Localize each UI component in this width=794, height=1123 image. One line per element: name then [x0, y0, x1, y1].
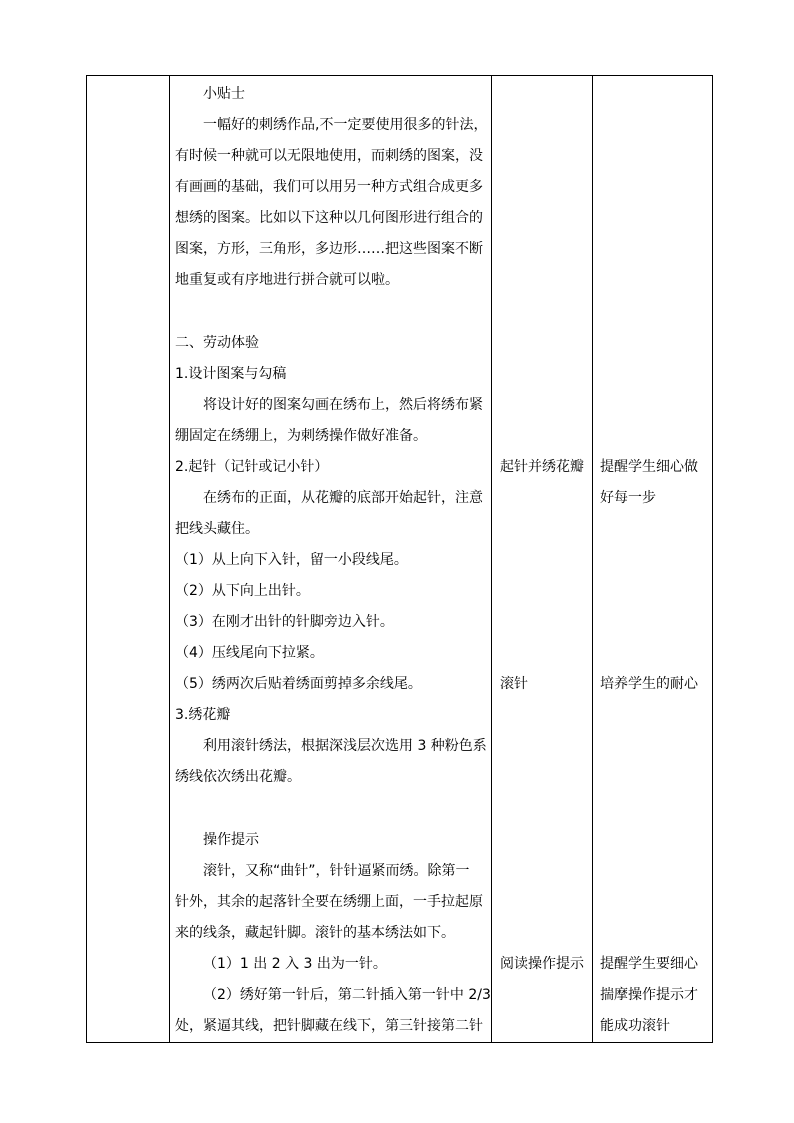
tip-title: 小贴士: [203, 86, 245, 102]
activity-column-cell: [492, 76, 593, 1043]
tip-line: 地重复或有序地进行拼合就可以啦。: [175, 272, 399, 288]
intent-text: 揣摩操作提示才: [600, 987, 698, 1003]
op-item: （2）绣好第一针后，第二针插入第一针中 2/3: [203, 987, 491, 1003]
content-column-cell: [170, 76, 492, 1043]
op-line: 来的线条，藏起针脚。滚针的基本绣法如下。: [175, 925, 455, 941]
tip-line: 想绣的图案。比如以下这种以几何图形进行组合的: [175, 210, 483, 226]
tip-line: 有时候一种就可以无限地使用，而刺绣的图案，没: [175, 148, 483, 164]
step2-line: 在绣布的正面，从花瓣的底部开始起针，注意: [203, 490, 483, 506]
activity-text: 起针并绣花瓣: [500, 459, 584, 475]
activity-text: 滚针: [500, 676, 528, 692]
step2-title: 2.起针（记针或记小针）: [175, 459, 329, 475]
op-line: 针外，其余的起落针全要在绣绷上面，一手拉起原: [175, 894, 483, 910]
op-line: 滚针，又称“曲针”，针针逼紧而绣。除第一: [203, 863, 470, 879]
intent-text: 能成功滚针: [600, 1018, 670, 1034]
step1-line: 绷固定在绣绷上，为刺绣操作做好准备。: [175, 428, 427, 444]
intent-text: 培养学生的耐心: [600, 676, 698, 692]
section-title: 二、劳动体验: [175, 335, 259, 351]
step1-title: 1.设计图案与勾稿: [175, 366, 287, 382]
activity-text: 阅读操作提示: [500, 956, 584, 972]
intent-text: 提醒学生细心做: [600, 459, 698, 475]
step2-item: （2）从下向上出针。: [175, 583, 310, 599]
step3-title: 3.绣花瓣: [175, 707, 231, 723]
op-title: 操作提示: [203, 832, 259, 848]
step1-line: 将设计好的图案勾画在绣布上，然后将绣布紧: [203, 397, 483, 413]
tip-line: 图案，方形，三角形，多边形……把这些图案不断: [175, 241, 483, 257]
step2-item: （4）压线尾向下拉紧。: [175, 645, 324, 661]
op-item: 处，紧逼其线，把针脚藏在线下，第三针接第二针: [175, 1018, 483, 1034]
step2-item: （1）从上向下入针，留一小段线尾。: [175, 552, 408, 568]
lesson-table: [86, 75, 713, 1043]
intent-text: 提醒学生要细心: [600, 956, 698, 972]
step3-line: 利用滚针绣法，根据深浅层次选用 3 种粉色系: [203, 738, 487, 754]
step2-item: （5）绣两次后贴着绣面剪掉多余线尾。: [175, 676, 422, 692]
step2-item: （3）在刚才出针的针脚旁边入针。: [175, 614, 394, 630]
op-item: （1）1 出 2 入 3 出为一针。: [203, 956, 387, 972]
tip-line: 有画画的基础，我们可以用另一种方式组合成更多: [175, 179, 483, 195]
step3-line: 绣线依次绣出花瓣。: [175, 769, 301, 785]
intent-text: 好每一步: [600, 490, 656, 506]
intent-column-cell: [593, 76, 713, 1043]
tip-line: 一幅好的刺绣作品,不一定要使用很多的针法，: [203, 117, 488, 133]
step2-line: 把线头藏住。: [175, 521, 259, 537]
blank-column-cell: [87, 76, 170, 1043]
